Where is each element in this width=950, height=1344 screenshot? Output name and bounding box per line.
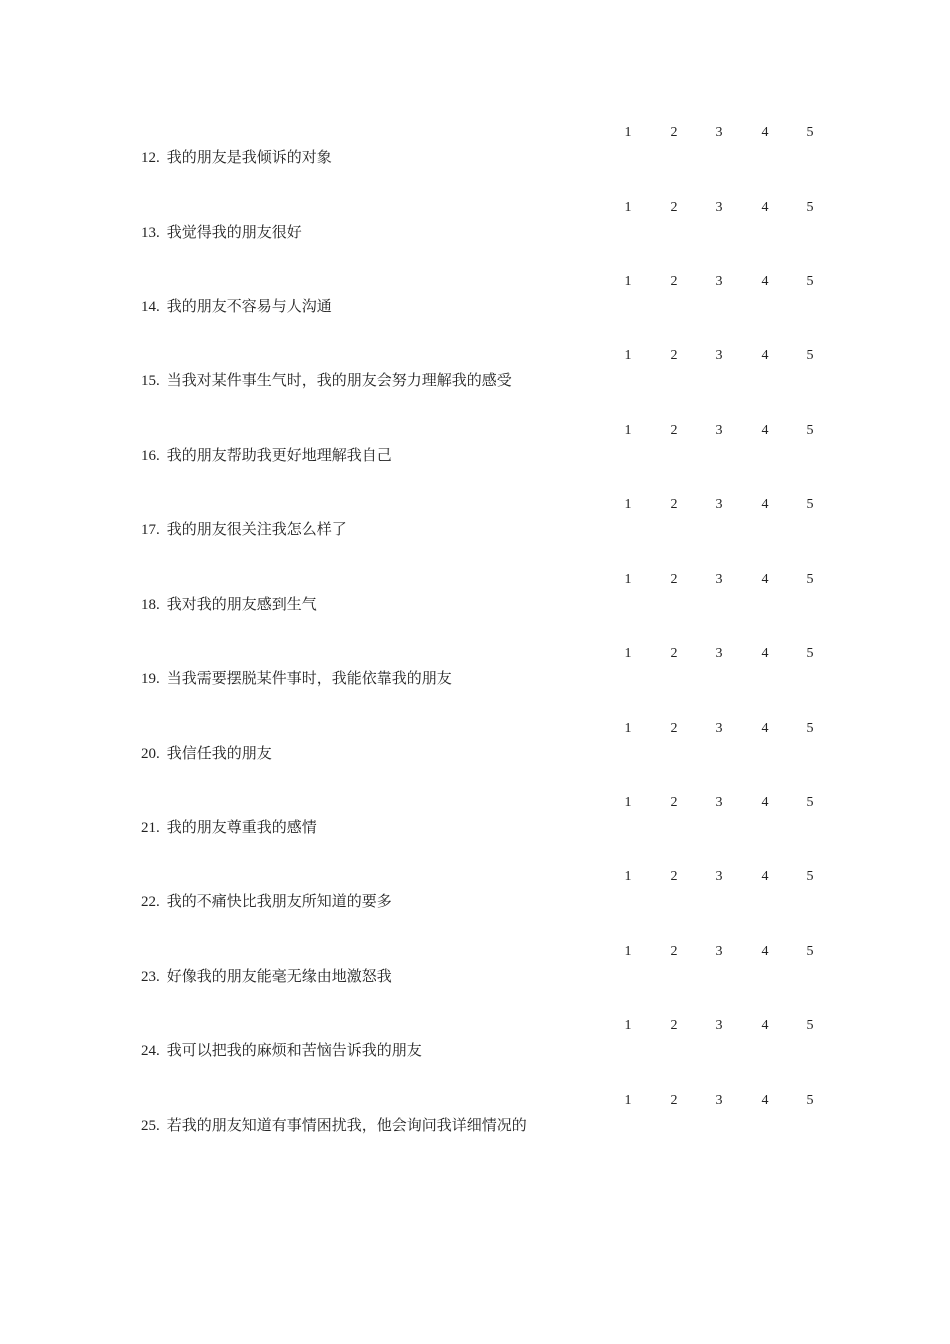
scale-option: 3 (715, 1018, 723, 1033)
question-text: 我的不痛快比我朋友所知道的要多 (166, 892, 392, 910)
question-text: 我觉得我的朋友很好 (166, 223, 302, 241)
question-item (0, 645, 950, 719)
question-text: 我的朋友帮助我更好地理解我自己 (166, 446, 392, 464)
question-statement (141, 146, 332, 169)
rating-scale (616, 868, 826, 888)
scale-option: 2 (670, 125, 678, 140)
scale-option: 4 (761, 125, 769, 140)
scale-option: 3 (715, 348, 723, 363)
question-statement (141, 1114, 527, 1137)
question-item (0, 347, 950, 421)
scale-option: 5 (806, 869, 814, 884)
question-statement (141, 667, 452, 690)
question-item (0, 496, 950, 570)
scale-option: 2 (670, 200, 678, 215)
scale-option: 1 (624, 348, 632, 363)
scale-option: 5 (806, 721, 814, 736)
rating-scale (616, 496, 826, 516)
question-text: 我的朋友不容易与人沟通 (166, 297, 332, 315)
rating-scale (616, 1092, 826, 1112)
scale-option: 2 (670, 795, 678, 810)
question-statement (141, 742, 272, 765)
scale-option: 5 (806, 944, 814, 959)
scale-option: 1 (624, 1093, 632, 1108)
scale-option: 2 (670, 1018, 678, 1033)
scale-option: 3 (715, 944, 723, 959)
question-item (0, 124, 950, 198)
scale-option: 5 (806, 646, 814, 661)
scale-option: 5 (806, 348, 814, 363)
scale-option: 5 (806, 795, 814, 810)
question-text: 我信任我的朋友 (166, 744, 272, 762)
scale-option: 4 (761, 423, 769, 438)
scale-option: 1 (624, 721, 632, 736)
scale-option: 1 (624, 572, 632, 587)
question-item (0, 571, 950, 645)
rating-scale (616, 571, 826, 591)
question-item (0, 868, 950, 942)
question-item (0, 273, 950, 347)
rating-scale (616, 273, 826, 293)
scale-option: 4 (761, 721, 769, 736)
question-text: 我可以把我的麻烦和苦恼告诉我的朋友 (166, 1041, 422, 1059)
scale-option: 4 (761, 869, 769, 884)
scale-option: 4 (761, 274, 769, 289)
question-text: 我的朋友是我倾诉的对象 (166, 148, 332, 166)
scale-option: 1 (624, 200, 632, 215)
scale-option: 3 (715, 721, 723, 736)
scale-option: 5 (806, 125, 814, 140)
rating-scale (616, 422, 826, 442)
question-number: 24. (141, 1043, 160, 1059)
question-number: 12. (141, 150, 160, 166)
scale-option: 5 (806, 497, 814, 512)
question-number: 17. (141, 522, 160, 538)
scale-option: 1 (624, 497, 632, 512)
rating-scale (616, 720, 826, 740)
scale-option: 1 (624, 1018, 632, 1033)
question-item (0, 199, 950, 273)
question-text: 若我的朋友知道有事情困扰我，他会询问我详细情况的 (166, 1116, 527, 1134)
scale-option: 3 (715, 497, 723, 512)
question-number: 16. (141, 448, 160, 464)
question-statement (141, 444, 392, 467)
question-number: 18. (141, 597, 160, 613)
question-text: 我的朋友很关注我怎么样了 (166, 520, 347, 538)
scale-option: 5 (806, 1093, 814, 1108)
scale-option: 2 (670, 1093, 678, 1108)
question-text: 好像我的朋友能毫无缘由地激怒我 (166, 967, 392, 985)
question-item (0, 1017, 950, 1091)
scale-option: 5 (806, 423, 814, 438)
scale-option: 3 (715, 274, 723, 289)
question-statement (141, 816, 317, 839)
scale-option: 3 (715, 795, 723, 810)
question-text: 我对我的朋友感到生气 (166, 595, 317, 613)
scale-option: 3 (715, 200, 723, 215)
question-item (0, 794, 950, 868)
question-number: 25. (141, 1118, 160, 1134)
scale-option: 4 (761, 200, 769, 215)
scale-option: 5 (806, 200, 814, 215)
scale-option: 2 (670, 944, 678, 959)
rating-scale (616, 645, 826, 665)
question-text: 我的朋友尊重我的感情 (166, 818, 317, 836)
question-statement (141, 518, 347, 541)
scale-option: 5 (806, 274, 814, 289)
question-number: 19. (141, 671, 160, 687)
scale-option: 1 (624, 944, 632, 959)
scale-option: 2 (670, 274, 678, 289)
scale-option: 2 (670, 497, 678, 512)
scale-option: 4 (761, 348, 769, 363)
scale-option: 1 (624, 125, 632, 140)
scale-option: 2 (670, 869, 678, 884)
question-number: 15. (141, 373, 160, 389)
rating-scale (616, 1017, 826, 1037)
scale-option: 3 (715, 125, 723, 140)
rating-scale (616, 347, 826, 367)
question-statement (141, 369, 512, 392)
scale-option: 1 (624, 423, 632, 438)
scale-option: 3 (715, 869, 723, 884)
scale-option: 1 (624, 274, 632, 289)
scale-option: 4 (761, 646, 769, 661)
rating-scale (616, 943, 826, 963)
question-number: 13. (141, 225, 160, 241)
question-statement (141, 221, 302, 244)
question-number: 22. (141, 894, 160, 910)
scale-option: 2 (670, 572, 678, 587)
scale-option: 3 (715, 646, 723, 661)
question-statement (141, 593, 317, 616)
scale-option: 2 (670, 646, 678, 661)
question-number: 23. (141, 969, 160, 985)
scale-option: 3 (715, 1093, 723, 1108)
scale-option: 3 (715, 572, 723, 587)
question-statement (141, 890, 392, 913)
scale-option: 4 (761, 1093, 769, 1108)
question-statement (141, 1039, 422, 1062)
rating-scale (616, 794, 826, 814)
rating-scale (616, 124, 826, 144)
scale-option: 4 (761, 572, 769, 587)
scale-option: 4 (761, 1018, 769, 1033)
question-text: 当我对某件事生气时，我的朋友会努力理解我的感受 (166, 371, 512, 389)
question-number: 20. (141, 746, 160, 762)
scale-option: 2 (670, 423, 678, 438)
question-item (0, 720, 950, 794)
question-statement (141, 965, 392, 988)
question-item (0, 422, 950, 496)
scale-option: 4 (761, 944, 769, 959)
scale-option: 2 (670, 348, 678, 363)
rating-scale (616, 199, 826, 219)
question-number: 14. (141, 299, 160, 315)
scale-option: 5 (806, 572, 814, 587)
scale-option: 1 (624, 646, 632, 661)
scale-option: 1 (624, 869, 632, 884)
scale-option: 1 (624, 795, 632, 810)
question-number: 21. (141, 820, 160, 836)
scale-option: 2 (670, 721, 678, 736)
scale-option: 4 (761, 497, 769, 512)
question-statement (141, 295, 332, 318)
question-item (0, 943, 950, 1017)
question-item (0, 1092, 950, 1166)
scale-option: 4 (761, 795, 769, 810)
scale-option: 3 (715, 423, 723, 438)
question-text: 当我需要摆脱某件事时，我能依靠我的朋友 (166, 669, 452, 687)
scale-option: 5 (806, 1018, 814, 1033)
